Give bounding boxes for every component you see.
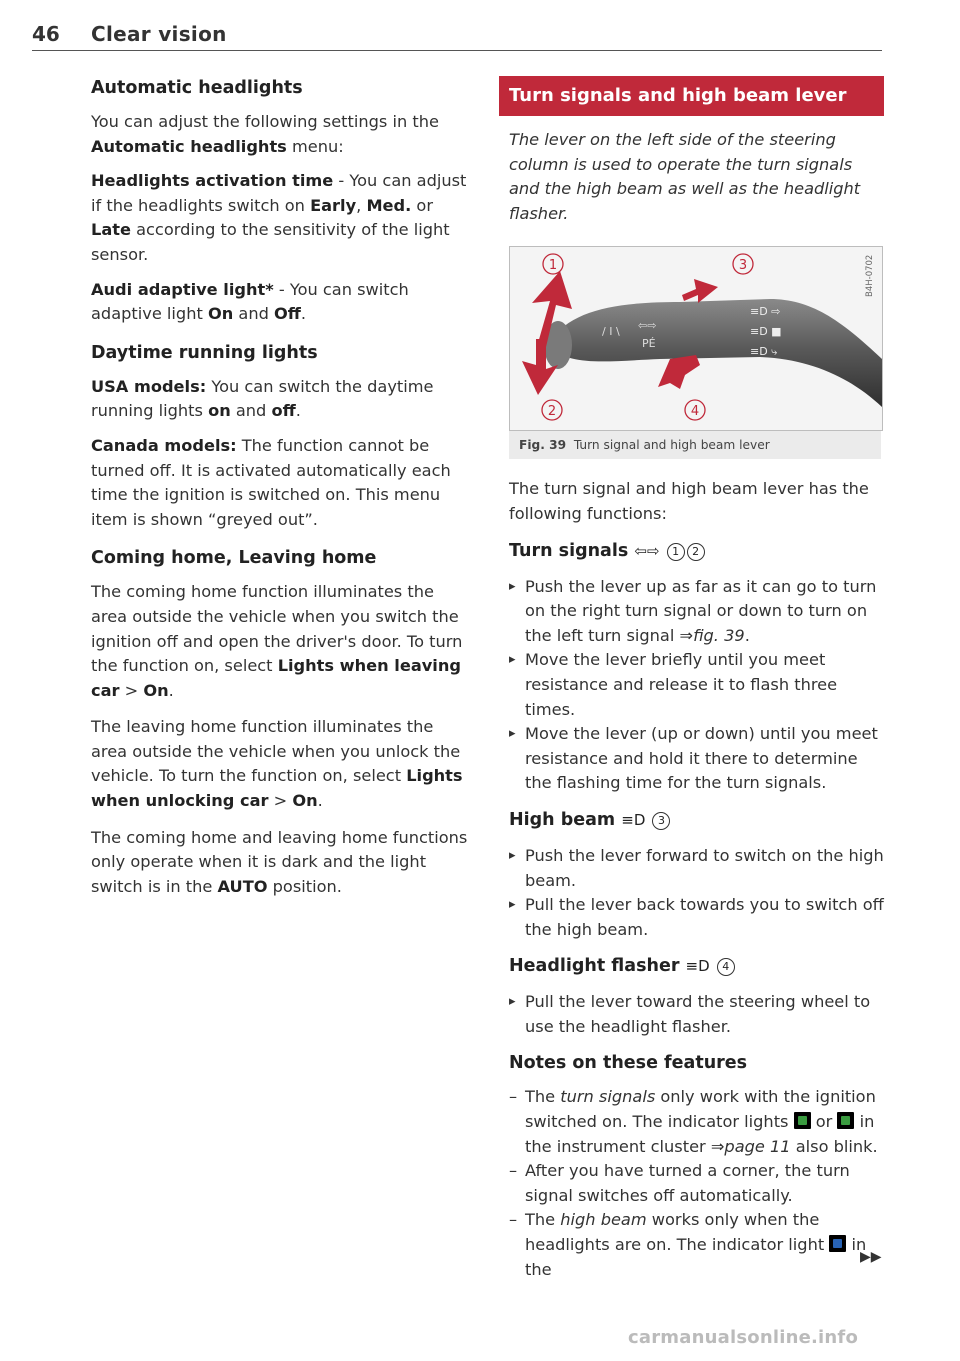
heading-headlight-flasher: Headlight flasher ≡D 4 [509,954,884,978]
page-number: 46 [32,22,60,46]
list-item: ▸ Pull the lever toward the steering wheel to use the headlight flasher. [509,990,884,1039]
intro-text: The lever on the left side of the steering column is used to operate the turn signals and the high beam as well as the headlight flasher. [509,130,861,223]
notes-list [509,1085,884,1282]
list-item: ▸ Move the lever briefly until you meet resistance and release it to flash three times. [509,648,884,722]
paragraph-activation-time: Headlights activation time - You can adjust if the headlights switch on Early, Med. or Late according to the sensitivity of the light sensor. [91,171,467,264]
paragraph-adaptive-light: Audi adaptive light* - You can switch adaptive light On and Off. [91,279,409,324]
section-banner: Turn signals and high beam lever [499,76,884,116]
right-turn-indicator-icon [837,1112,854,1129]
lever-mark-pe: PÉ [642,337,656,351]
high-beam-indicator-icon [829,1235,846,1252]
paragraph-usa-models: USA models: You can switch the daytime running lights on and off. [91,376,434,421]
continue-arrow-icon: ▶▶ [860,1249,882,1265]
list-item: ▸ Push the lever forward to switch on the high beam. [509,844,884,893]
watermark: carmanualsonline.info [628,1327,859,1348]
heading-high-beam: High beam ≡D 3 [509,808,884,832]
paragraph-leaving-home: The leaving home function illuminates the area outside the vehicle when you unlock the vehicle. To turn the function on, select Lights when unlocking car > On. [91,717,463,811]
list-item: – After you have turned a corner, the turn signal switches off automatically. [509,1159,884,1208]
arrow-back [658,355,700,389]
paragraph-coming-home: The coming home function illuminates the area outside the vehicle when you switch the ignition off and open the driver's door. To turn the function on, select Lights when leaving car > On. [91,582,463,700]
left-column [91,72,469,899]
lever-mark-lowbeam: ≡D ■ [750,325,782,339]
heading-turn-signals: Turn signals ⇦⇨ 1 2 [509,539,884,563]
heading-daytime-running-lights: Daytime running lights [91,342,318,363]
lever-mark-flasher: ≡D ⤷ [750,345,778,359]
callout-2: 2 [547,404,557,420]
list-item: – The high beam works only when the headlights are on. The indicator light in the [509,1208,884,1282]
arrow-forward [682,279,718,303]
callout-1: 1 [548,258,558,274]
lever-mark-signal: ⇦⇨ [638,319,657,333]
figure-turn-signal-lever [509,246,883,431]
figure-code: B4H-0702 [865,255,875,298]
heading-coming-leaving-home: Coming home, Leaving home [91,548,377,569]
high-beam-steps [509,844,884,942]
list-item: ▸ Push the lever up as far as it can go to turn on the right turn signal or down to turn on the left turn signal ⇒fig. 39. [509,575,884,649]
lever-stalk [550,299,882,407]
headlight-flasher-steps [509,990,884,1039]
lever-functions-intro: The turn signal and high beam lever has the following functions: [509,479,869,523]
page-header [32,22,882,51]
lever-illustration [510,247,882,430]
paragraph-coming-leaving-conditions: The coming home and leaving home functions only operate when it is dark and the light switch is in the AUTO position. [91,827,468,896]
paragraph-canada-models: Canada models: The function cannot be turned off. It is activated automatically each time the ignition is switched on. This menu item is shown “greyed out”. [91,435,451,529]
heading-automatic-headlights: Automatic headlights [91,78,303,98]
callout-4: 4 [690,404,700,420]
right-column [509,76,884,1282]
list-item: – The turn signals only work with the ignition switched on. The indicator lights or in the instrument cluster ⇒page 11 also blink. [509,1085,884,1159]
figure-caption: Fig. 39 Turn signal and high beam lever [509,431,881,459]
left-turn-indicator-icon [794,1112,811,1129]
list-item: ▸ Move the lever (up or down) until you meet resistance and hold it there to determine the flashing time for the turn signals. [509,722,884,796]
lever-mark-wiper: / I \ [602,325,620,339]
heading-notes-features: Notes on these features [509,1053,748,1074]
section-title: Clear vision [91,22,227,46]
paragraph-automatic-intro: You can adjust the following settings in the Automatic headlights menu: [91,112,439,156]
turn-signal-steps [509,575,884,796]
list-item: ▸ Pull the lever back towards you to switch off the high beam. [509,893,884,942]
callout-3: 3 [738,258,748,274]
lever-mark-highbeam: ≡D ⇨ [750,305,781,319]
